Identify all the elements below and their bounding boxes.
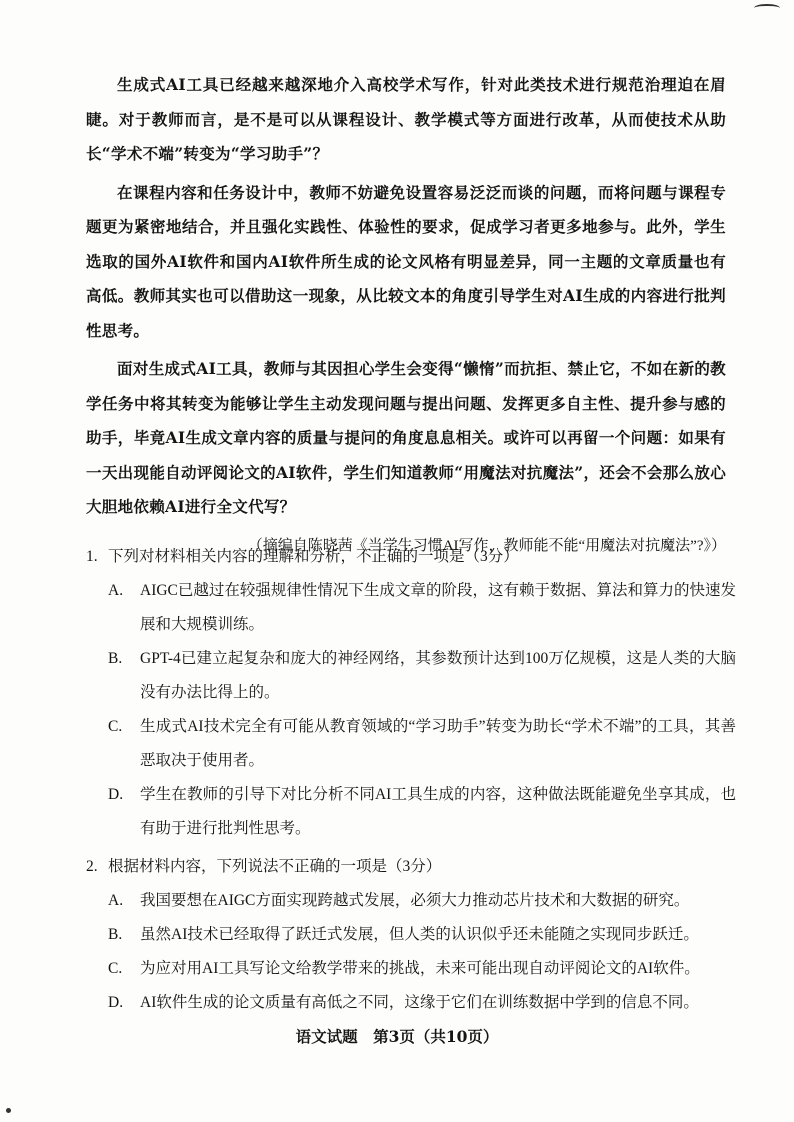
question-text: 根据材料内容，下列说法不正确的一项是（3分） (108, 858, 442, 875)
option-d (86, 778, 736, 846)
reading-passage (86, 68, 726, 563)
option-b (86, 918, 736, 952)
option-letter: B. (108, 926, 123, 943)
passage-paragraph-3: 面对生成式AI工具，教师与其因担心学生会变得“懒惰”而抗拒、禁止它，不如在新的教学任务中将其转变为能够让学生主动发现问题与提出问题、发挥更多自主性、提升参与感的助手，毕竟AI生成文章内容的质量与提问的角度息息相关。或许可以再留一个问题：如果有一天出现能自动评阅论文的AI软件，学生们知道教师“用魔法对抗魔法”，还会不会那么放心大胆地依赖AI进行全文代写？ (86, 359, 726, 516)
option-text: AI软件生成的论文质量有高低之不同，这缘于它们在训练数据中学到的信息不同。 (140, 994, 699, 1011)
passage-paragraph-1: 生成式AI工具已经越来越深地介入高校学术写作，针对此类技术进行规范治理迫在眉睫。对于教师而言，是不是可以从课程设计、教学模式等方面进行改革，从而使技术从助长“学术不端”转变为“学习助手”？ (86, 75, 726, 163)
option-b (86, 642, 736, 710)
option-letter: D. (108, 994, 124, 1011)
question-number: 2. (86, 858, 98, 875)
scan-corner-mark (754, 4, 780, 12)
question-number: 1. (86, 548, 98, 565)
option-text: 为应对用AI工具写论文给教学带来的挑战，未来可能出现自动评阅论文的AI软件。 (140, 960, 700, 977)
page-footer: 语文试题 第3页（共10页） (295, 1027, 499, 1046)
option-text: 学生在教师的引导下对比分析不同AI工具生成的内容，这种做法既能避免坐享其成，也有助于进行批判性思考。 (140, 786, 736, 837)
option-text: GPT-4已建立起复杂和庞大的神经网络，其参数预计达到100万亿规模，这是人类的大脑没有办法比得上的。 (140, 650, 736, 701)
option-letter: C. (108, 718, 123, 735)
option-c (86, 710, 736, 778)
option-letter: B. (108, 650, 123, 667)
question-2 (86, 850, 736, 1020)
option-a (86, 884, 736, 918)
question-1 (86, 540, 736, 846)
option-d (86, 986, 736, 1020)
question-stem (86, 850, 736, 884)
option-c (86, 952, 736, 986)
option-text: 生成式AI技术完全有可能从教育领域的“学习助手”转变为助长“学术不端”的工具，其善恶取决于使用者。 (140, 718, 736, 769)
question-text: 下列对材料相关内容的理解和分析，不正确的一项是（3分） (108, 548, 519, 565)
option-a (86, 574, 736, 642)
option-letter: C. (108, 960, 123, 977)
question-stem (86, 540, 736, 574)
scan-dot (6, 1108, 11, 1113)
question-list (86, 540, 736, 1024)
option-text: AIGC已越过在较强规律性情况下生成文章的阶段，这有赖于数据、算法和算力的快速发展和大规模训练。 (140, 582, 736, 633)
passage-paragraph-2: 在课程内容和任务设计中，教师不妨避免设置容易泛泛而谈的问题，而将问题与课程专题更为紧密地结合，并且强化实践性、体验性的要求，促成学习者更多地参与。此外，学生选取的国外AI软件和国内AI软件所生成的论文风格有明显差异，同一主题的文章质量也有高低。教师其实也可以借助这一现象，从比较文本的角度引导学生对AI生成的内容进行批判性思考。 (86, 182, 726, 340)
option-text: 我国要想在AIGC方面实现跨越式发展，必须大力推动芯片技术和大数据的研究。 (140, 892, 690, 909)
option-letter: D. (108, 786, 124, 803)
option-letter: A. (108, 892, 124, 909)
passage-source: （摘编自陈晓茜《当学生习惯AI写作，教师能不能“用魔法对抗魔法”?》） (247, 537, 726, 554)
option-text: 虽然AI技术已经取得了跃迁式发展，但人类的认识似乎还未能随之实现同步跃迁。 (140, 926, 699, 943)
option-letter: A. (108, 582, 124, 599)
